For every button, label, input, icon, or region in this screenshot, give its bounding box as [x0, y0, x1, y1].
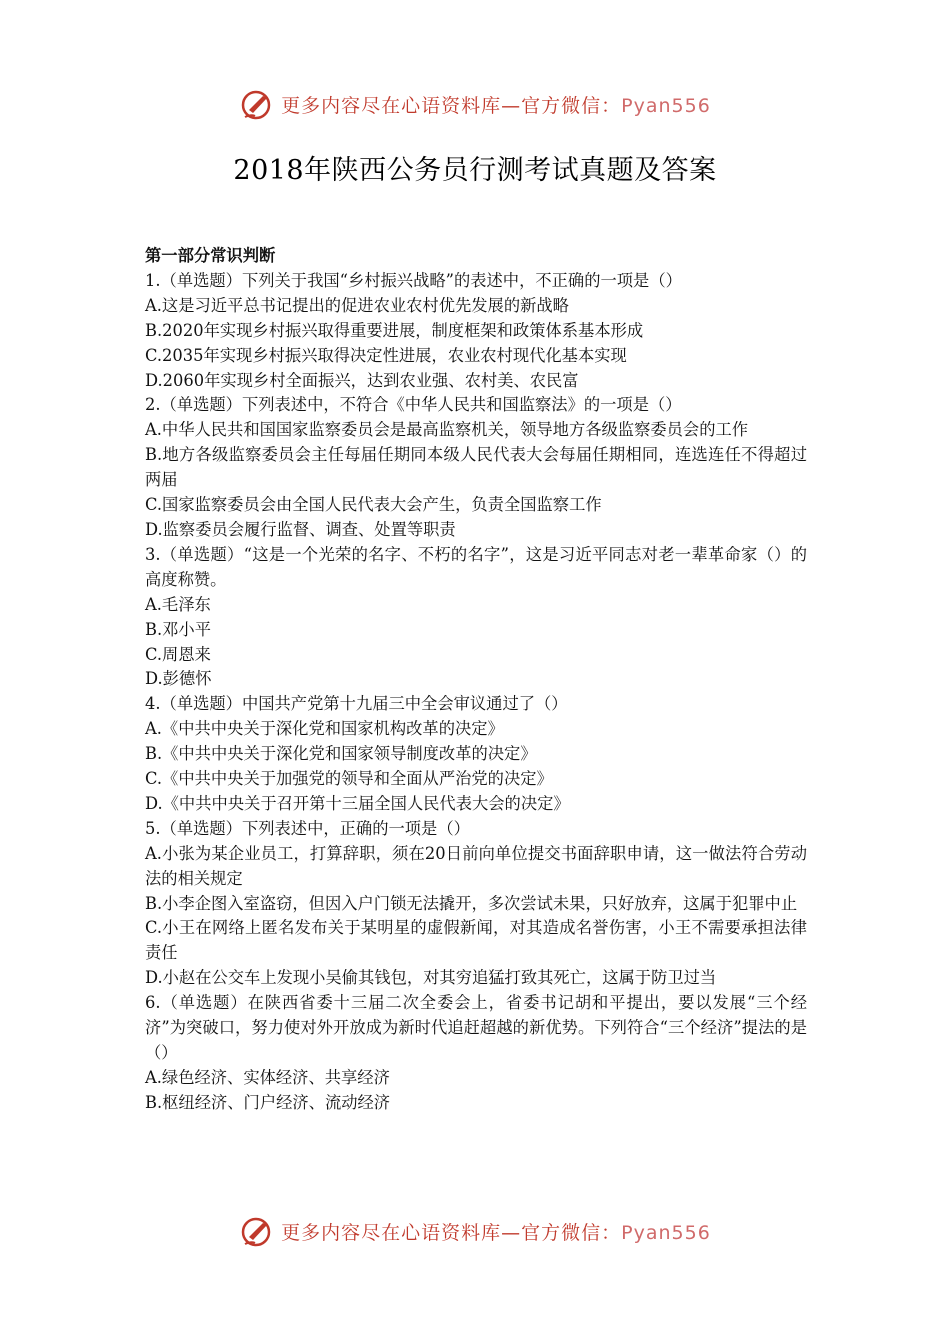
question-line: A.《中共中央关于深化党和国家机构改革的决定》: [145, 719, 504, 739]
question-line: C.周恩来: [145, 644, 211, 664]
header-banner: [0, 82, 950, 126]
question-body: [145, 244, 807, 1116]
pen-logo-icon: [239, 86, 275, 122]
pen-logo-icon: [239, 1213, 275, 1249]
question-line: B.《中共中央关于深化党和国家领导制度改革的决定》: [145, 744, 537, 764]
question-line: B.枢纽经济、门户经济、流动经济: [145, 1092, 391, 1112]
question-line: 3.（单选题）“这是一个光荣的名字、不朽的名字”，这是习近平同志对老一辈革命家（）的高度称赞。: [145, 544, 807, 589]
question-line: B.2020年实现乡村振兴取得重要进展，制度框架和政策体系基本形成: [145, 320, 644, 340]
question-line: A.这是习近平总书记提出的促进农业农村优先发展的新战略: [145, 295, 569, 315]
page-title: 2018年陕西公务员行测考试真题及答案: [233, 155, 717, 186]
question-line: C.2035年实现乡村振兴取得决定性进展，农业农村现代化基本实现: [145, 345, 627, 365]
question-line: 4.（单选题）中国共产党第十九届三中全会审议通过了（）: [145, 694, 568, 714]
question-line: D.2060年实现乡村全面振兴，达到农业强、农村美、农民富: [145, 370, 579, 390]
question-line: B.邓小平: [145, 619, 211, 639]
wechat-id: Pyan556: [621, 94, 711, 117]
question-line: A.小张为某企业员工，打算辞职，须在20日前向单位提交书面辞职申请，这一做法符合劳动法的相关规定: [145, 843, 807, 888]
question-line: 6.（单选题）在陕西省委十三届二次全委会上，省委书记胡和平提出，要以发展“三个经济”为突破口，努力使对外开放成为新时代追赶超越的新优势。下列符合“三个经济”提法的是（）: [145, 993, 807, 1062]
question-line: 1.（单选题）下列关于我国“乡村振兴战略”的表述中，不正确的一项是（）: [145, 270, 682, 290]
footer-banner: [0, 1209, 950, 1253]
question-line: A.绿色经济、实体经济、共享经济: [145, 1067, 390, 1087]
section-title: 第一部分常识判断: [145, 246, 276, 265]
question-lines: [145, 269, 807, 1116]
wechat-id: Pyan556: [621, 1221, 711, 1244]
question-line: 2.（单选题）下列表述中，不符合《中华人民共和国监察法》的一项是（）: [145, 395, 682, 415]
banner-text: 更多内容尽在心语资料库—官方微信：Pyan556: [281, 94, 711, 117]
question-line: 5.（单选题）下列表述中，正确的一项是（）: [145, 818, 470, 838]
question-line: B.地方各级监察委员会主任每届任期同本级人民代表大会每届任期相同，连选连任不得超过两届: [145, 445, 807, 490]
question-line: D.彭德怀: [145, 669, 212, 689]
question-line: A.毛泽东: [145, 594, 211, 614]
banner-text: 更多内容尽在心语资料库—官方微信：Pyan556: [281, 1221, 711, 1244]
question-line: C.国家监察委员会由全国人民代表大会产生，负责全国监察工作: [145, 495, 602, 515]
question-line: B.小李企图入室盗窃，但因入户门锁无法撬开，多次尝试未果，只好放弃，这属于犯罪中止: [145, 893, 798, 913]
question-line: A.中华人民共和国国家监察委员会是最高监察机关，领导地方各级监察委员会的工作: [145, 420, 749, 440]
question-line: D.监察委员会履行监督、调查、处置等职责: [145, 519, 456, 539]
question-line: C.小王在网络上匿名发布关于某明星的虚假新闻，对其造成名誉伤害，小王不需要承担法律责任: [145, 918, 807, 963]
question-line: D.《中共中央关于召开第十三届全国人民代表大会的决定》: [145, 793, 570, 813]
question-line: C.《中共中央关于加强党的领导和全面从严治党的决定》: [145, 769, 553, 789]
question-line: D.小赵在公交车上发现小吴偷其钱包，对其穷追猛打致其死亡，这属于防卫过当: [145, 968, 717, 988]
